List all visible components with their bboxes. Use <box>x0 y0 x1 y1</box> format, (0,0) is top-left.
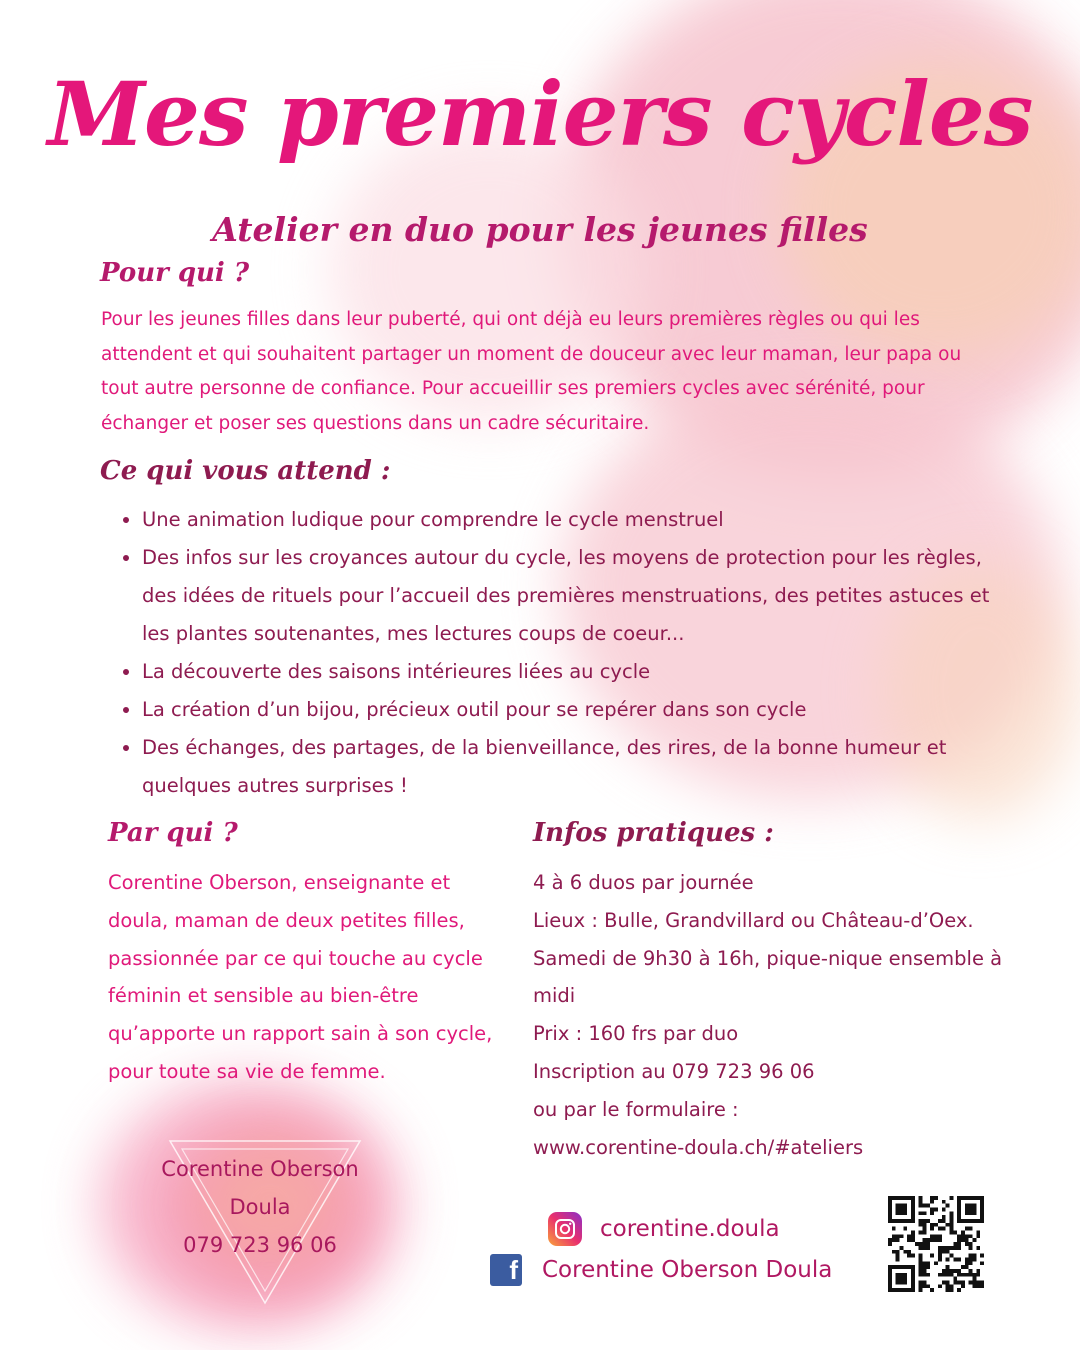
list-item: • Des infos sur les croyances autour du cycle, les moyens de protection pour les règles, des idées de rituels pour l’accueil des premières menstruations, des petites astuces et les plantes soutenantes, mes lectures coups de coeur... <box>142 539 1002 653</box>
instagram-handle: corentine.doula <box>600 1216 780 1242</box>
list-item: • La découverte des saisons intérieures liées au cycle <box>142 653 1002 691</box>
facebook-handle: Corentine Oberson Doula <box>542 1257 833 1283</box>
logo-card <box>130 1150 390 1264</box>
page-title: Mes premiers cycles <box>47 62 1033 166</box>
pour-qui-heading: Pour qui ? <box>100 258 250 288</box>
pour-qui-line: tout autre personne de confiance. Pour accueillir ses premiers cycles avec sérénité, pour <box>101 378 925 399</box>
infos-line: midi <box>533 984 576 1008</box>
card-name: Corentine Oberson <box>161 1157 359 1181</box>
par-qui-line: qu’apporte un rapport sain à son cycle, <box>108 1022 493 1046</box>
infos-text <box>533 864 1003 1166</box>
card-role: Doula <box>229 1195 291 1219</box>
list-item: • La création d’un bijou, précieux outil pour se repérer dans son cycle <box>142 691 1002 729</box>
infos-heading: Infos pratiques : <box>533 818 774 848</box>
pour-qui-text <box>101 303 1001 441</box>
facebook-icon: f <box>490 1254 522 1286</box>
instagram-icon <box>548 1212 582 1246</box>
par-qui-text <box>108 864 518 1091</box>
infos-line: Samedi de 9h30 à 16h, pique-nique ensemble à <box>533 946 1003 970</box>
page-subtitle: Atelier en duo pour les jeunes filles <box>212 210 868 249</box>
list-item: • Une animation ludique pour comprendre le cycle menstruel <box>142 501 1002 539</box>
infos-phone-line: Inscription au 079 723 96 06 <box>533 1059 815 1083</box>
list-item: • Des échanges, des partages, de la bienveillance, des rires, de la bonne humeur et quelques autres surprises ! <box>142 729 1002 805</box>
par-qui-line: passionnée par ce qui touche au cycle <box>108 946 483 970</box>
attend-list <box>120 501 1002 805</box>
par-qui-line: pour toute sa vie de femme. <box>108 1059 386 1083</box>
pour-qui-line: Pour les jeunes filles dans leur puberté, qui ont déjà eu leurs premières règles ou qui les <box>101 309 920 330</box>
website-link[interactable]: www.corentine-doula.ch/#ateliers <box>533 1135 864 1159</box>
par-qui-heading: Par qui ? <box>108 818 238 848</box>
instagram-link[interactable] <box>548 1212 780 1246</box>
infos-line: 4 à 6 duos par journée <box>533 871 754 894</box>
pour-qui-line: attendent et qui souhaitent partager un moment de douceur avec leur maman, leur papa ou <box>101 343 962 365</box>
infos-line: ou par le formulaire : <box>533 1097 739 1121</box>
par-qui-line: doula, maman de deux petites filles, <box>108 908 465 932</box>
infos-line: Prix : 160 frs par duo <box>533 1022 739 1046</box>
attend-heading: Ce qui vous attend : <box>100 456 391 486</box>
facebook-link[interactable] <box>490 1254 832 1286</box>
infos-line: Lieux : Bulle, Grandvillard ou Château-d’Oex. <box>533 908 974 932</box>
card-phone: 079 723 96 06 <box>183 1233 337 1257</box>
qr-code-icon[interactable] <box>888 1196 984 1292</box>
par-qui-line: féminin et sensible au bien-être <box>108 984 419 1008</box>
par-qui-line: Corentine Oberson, enseignante et <box>108 871 451 894</box>
pour-qui-line: échanger et poser ses questions dans un cadre sécuritaire. <box>101 412 650 434</box>
